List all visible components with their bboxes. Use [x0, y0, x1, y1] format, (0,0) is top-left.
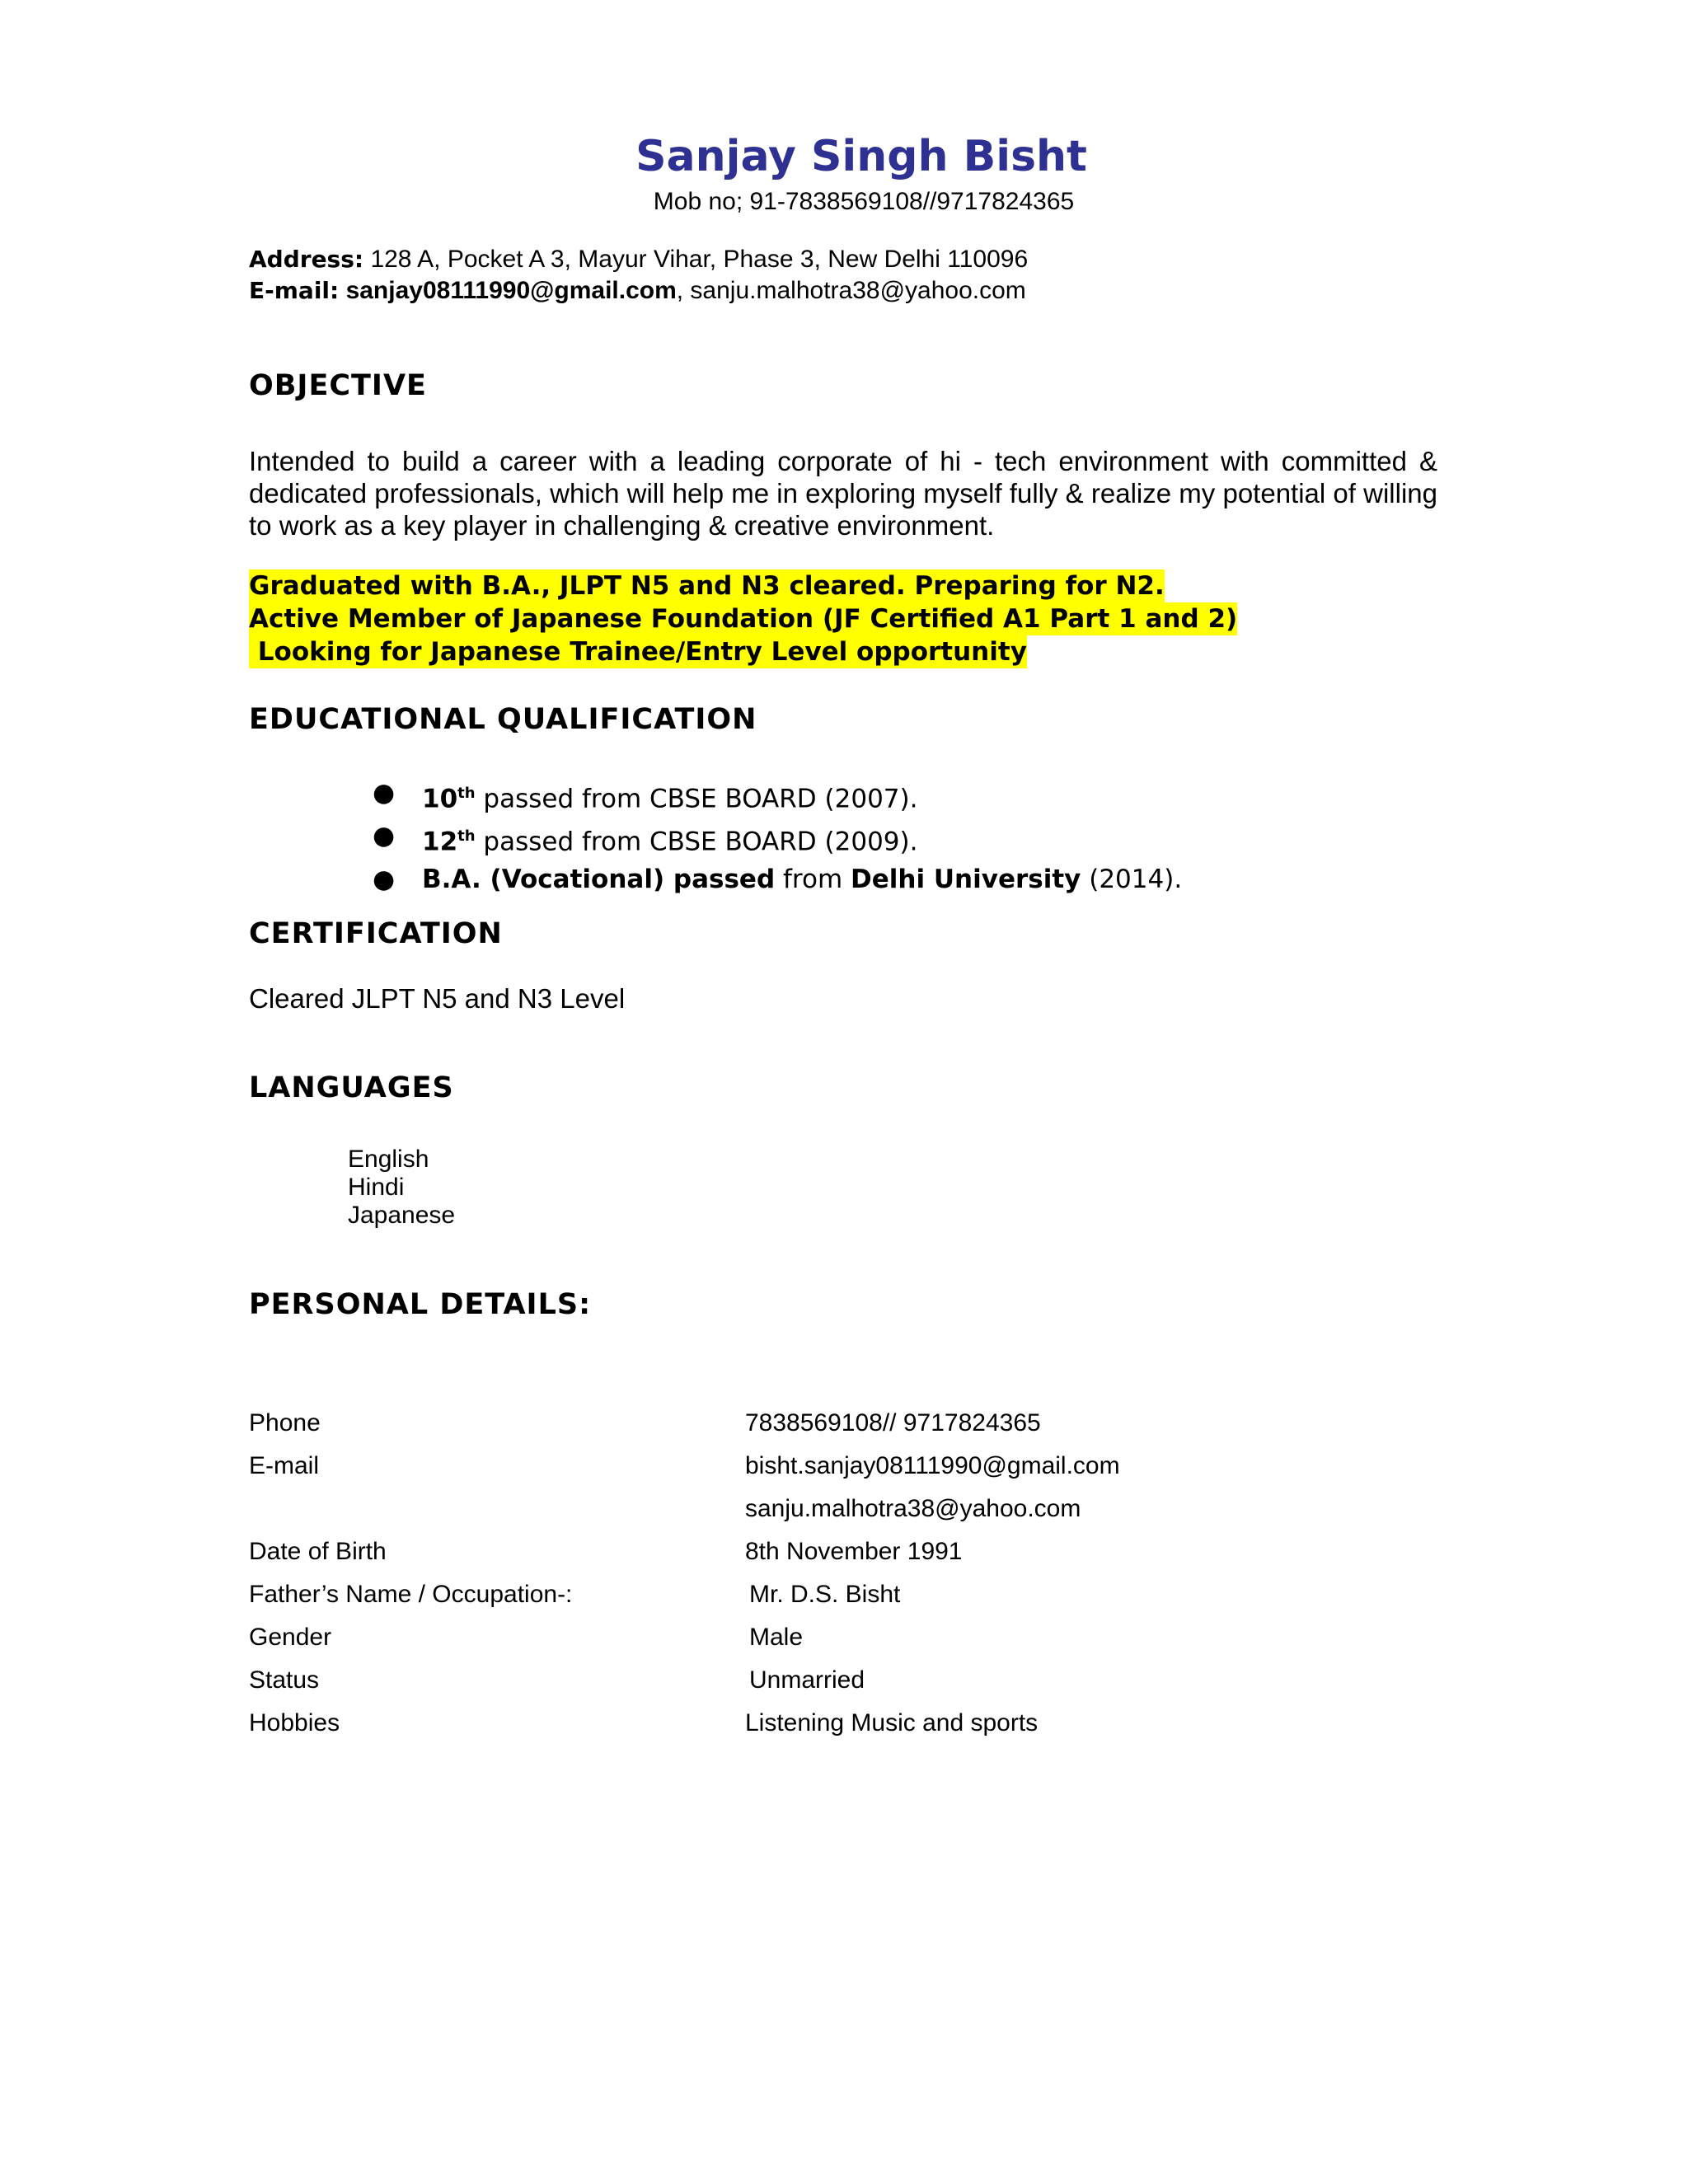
detail-label: Date of Birth: [249, 1538, 387, 1565]
highlights-block: [249, 569, 1237, 668]
detail-label: E-mail: [249, 1452, 320, 1479]
language-item: Japanese: [348, 1202, 456, 1229]
email-secondary: , sanju.malhotra38@yahoo.com: [676, 277, 1026, 304]
bullet-icon: ●: [373, 864, 396, 894]
detail-value: Listening Music and sports: [745, 1709, 1039, 1736]
candidate-name: Sanjay Singh Bisht: [635, 132, 1087, 181]
email-primary: sanjay08111990@gmail.com: [345, 277, 677, 304]
bullet-icon: ●: [373, 821, 396, 851]
address-label: Address:: [249, 246, 364, 273]
detail-label: Phone: [249, 1409, 321, 1436]
education-heading: EDUCATIONAL QUALIFICATION: [249, 703, 757, 736]
email-line: [249, 277, 1026, 305]
detail-label: Father’s Name / Occupation-:: [249, 1581, 573, 1608]
education-item: ● 12th passed from CBSE BOARD (2009).: [373, 818, 1182, 860]
highlight-line: Active Member of Japanese Foundation (JF Certified A1 Part 1 and 2): [249, 604, 1238, 634]
objective-heading: OBJECTIVE: [249, 369, 427, 402]
detail-value: Male: [749, 1624, 804, 1651]
detail-value: Unmarried: [749, 1666, 865, 1694]
highlight-line: Graduated with B.A., JLPT N5 and N3 cleared. Preparing for N2.: [249, 571, 1165, 601]
language-item: English: [348, 1146, 429, 1173]
education-item: ● B.A. (Vocational) passed from Delhi University (2014).: [373, 861, 1182, 898]
email-label: E-mail:: [249, 277, 340, 304]
detail-value: 7838569108// 9717824365: [745, 1409, 1041, 1436]
detail-label: Gender: [249, 1624, 332, 1651]
language-item: Hindi: [348, 1174, 405, 1201]
certification-text: Cleared JLPT N5 and N3 Level: [249, 983, 626, 1014]
education-item: ● 10th passed from CBSE BOARD (2007).: [373, 775, 1182, 818]
certification-heading: CERTIFICATION: [249, 917, 503, 950]
detail-value: bisht.sanjay08111990@gmail.com: [745, 1452, 1120, 1479]
bullet-icon: ●: [373, 778, 396, 808]
objective-text: Intended to build a career with a leading corporate of hi - tech environment with committed & dedicated professionals, which will help me in exploring myself fully & realize my potential of willing to work as a key player in challenging & creative environment.: [249, 446, 1437, 541]
mobile-number: Mob no; 91-7838569108//9717824365: [653, 188, 1075, 215]
detail-value: 8th November 1991: [745, 1538, 963, 1565]
personal-details-heading: PERSONAL DETAILS:: [249, 1288, 592, 1321]
languages-heading: LANGUAGES: [249, 1071, 454, 1104]
detail-value: sanju.malhotra38@yahoo.com: [745, 1495, 1081, 1522]
address-line: [249, 246, 1028, 274]
detail-value: Mr. D.S. Bisht: [749, 1581, 901, 1608]
address-value: 128 A, Pocket A 3, Mayur Vihar, Phase 3, New Delhi 110096: [370, 246, 1029, 273]
highlight-line: Looking for Japanese Trainee/Entry Level opportunity: [249, 637, 1027, 667]
detail-label: Hobbies: [249, 1709, 340, 1736]
detail-label: Status: [249, 1666, 320, 1694]
languages-list: [348, 1146, 455, 1230]
education-list: [373, 775, 1182, 898]
